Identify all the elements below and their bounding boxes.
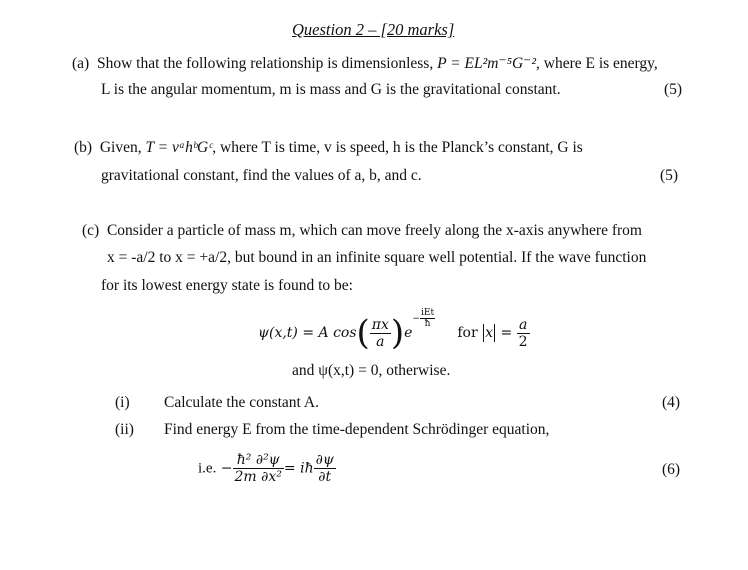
wf-cond-x: x [485,325,494,341]
question-title: Question 2 – [20 marks] [292,20,455,39]
part-a-text: Show that the following relationship is dimensionless, [96,55,434,72]
sub-i-label: (i) [115,394,130,411]
part-c-line3: for its lowest energy state is found to be: [101,277,353,294]
wf-e: e [404,325,413,341]
wave-function-equation [258,308,530,353]
wf-cond-for: for [457,325,478,341]
part-a-line1 [72,54,658,73]
sub-i-text: Calculate the constant A. [164,394,319,411]
wf-exp-den: ħ [424,319,431,329]
part-b-line1 [74,139,583,157]
wf-cond-fraction [517,317,530,350]
part-c-line1 [82,222,642,240]
schrodinger-equation [198,452,336,485]
se-eq: = iħ [283,460,314,477]
se-den1: 2m ∂x² [234,469,282,485]
part-b-tail: , where T is time, v is speed, h is the Planck’s constant, G is [212,139,583,156]
part-a-tail: , where E is energy, [536,55,658,72]
wf-cond-num: a [517,317,530,334]
se-num2: ∂ψ [315,452,334,468]
se-ie: i.e. [198,460,217,477]
wf-cos-fraction [370,317,391,350]
sub-ii-marks: (6) [662,461,681,478]
wf-frac-den: a [376,333,385,350]
part-a-marks: (5) [664,81,683,98]
part-b-line2: gravitational constant, find the values of a, b, and c. [101,167,422,184]
abs-bar-right [494,324,495,342]
part-c-text: Consider a particle of mass m, which can move freely along the x-axis anywhere from [106,222,642,239]
wf-paren-close: ) [390,313,405,353]
wf-cond-eq: = [500,325,513,341]
sub-i-marks: (4) [662,394,681,411]
se-num1: ħ² ∂²ψ [233,452,284,469]
part-b-label: (b) [74,139,93,156]
wf-exp-num: iEt [421,308,435,318]
part-a-line2: L is the angular momentum, m is mass and G is the gravitational constant. [101,81,561,98]
wf-cond-den: 2 [518,333,528,350]
part-a-label: (a) [72,55,90,72]
part-c-line2: x = -a/2 to x = +a/2, but bound in an infinite square well potential. If the wave function [107,249,647,266]
wf-paren-open: ( [356,313,370,353]
part-b-text: Given, [99,139,142,156]
part-c-label: (c) [82,222,100,239]
se-den2: ∂t [318,469,332,485]
wf-lhs: ψ(x,t) = A cos [258,325,357,341]
se-lhs-fraction [233,452,284,485]
wf-exponent: − iEt ħ [412,308,435,329]
sub-ii-label: (ii) [115,421,134,438]
part-b-marks: (5) [660,167,679,184]
abs-bar-left [483,324,484,342]
wf-frac-num: πx [371,316,389,333]
sub-ii-text: Find energy E from the time-dependent Schrödinger equation, [164,421,550,438]
part-b-equation: T = vᵃhᵇGᶜ [145,139,213,156]
otherwise-line: and ψ(x,t) = 0, otherwise. [292,362,451,379]
part-a-equation: P = EL²m⁻⁵G⁻² [437,55,536,72]
se-minus: − [220,460,233,477]
se-rhs-fraction [314,452,336,485]
